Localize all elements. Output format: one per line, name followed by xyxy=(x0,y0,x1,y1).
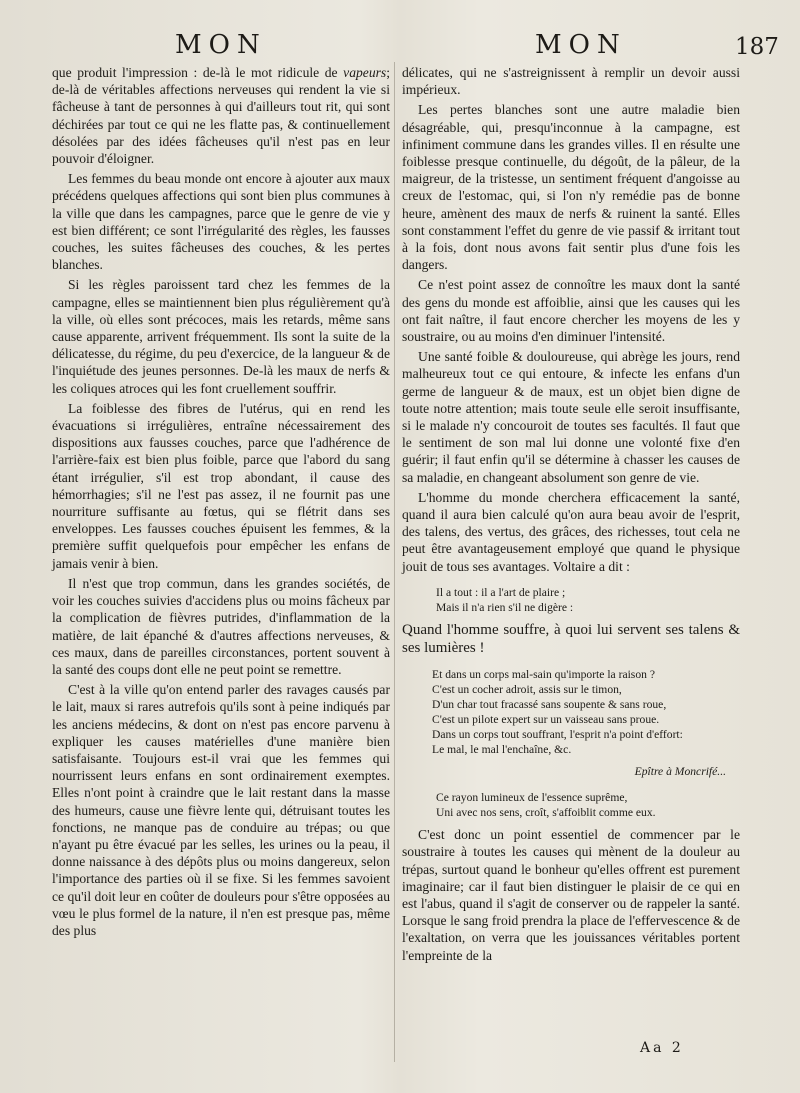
paragraph: délicates, qui ne s'astreignissent à remplir un devoir aussi impérieux. xyxy=(402,65,740,98)
running-header xyxy=(0,30,800,64)
column-divider xyxy=(394,62,395,1062)
verse-line: Dans un corps tout souffrant, l'esprit n'a point d'effort: xyxy=(432,727,683,741)
paragraph: L'homme du monde cherchera efficacement la santé, quand il aura bien calculé qu'on aura beau avoir de l'esprit, des talens, des vertus, des grâces, des richesses, tout cela ne peut être avantageusement employé que quand le physique jouit de tous ses avantages. Voltaire a dit : xyxy=(402,489,740,574)
verse-line: Mais il n'a rien s'il ne digère : xyxy=(436,600,574,614)
verse-quote-epistle xyxy=(432,667,740,757)
paragraph: Ce n'est point assez de connoître les maux dont la santé des gens du monde est affoiblie, ainsi que les causes qui les ont fait naître, il faut encore chercher les moyens de les y soustraire, ou au moins d'en diminuer l'intensité. xyxy=(402,277,740,345)
verse-line: C'est un pilote expert sur un vaisseau sans proue. xyxy=(432,712,660,726)
verse-quote-rayon xyxy=(436,790,740,820)
header-right-word: MON xyxy=(535,30,627,60)
paragraph: C'est donc un point essentiel de commencer par le soustraire à toutes les causes qui mènent de la douleur au trépas, surtout quand le bonheur qu'elles offrent est purement imaginaire; car il faut bien distinguer le plaisir de ce qui en est l'abus, quand il s'agit de conserver ou de rappeler la santé. Lorsque le sang froid prendra la place de l'effervescence & de l'exaltation, on verra que les jouissances véritables portent l'empreinte de la xyxy=(402,827,740,963)
verse-line: D'un char tout fracassé sans soupente & sans roue, xyxy=(432,697,667,711)
verse-quote-voltaire xyxy=(436,585,740,615)
verse-line: Et dans un corps mal-sain qu'importe la raison ? xyxy=(432,667,655,681)
paragraph: Les pertes blanches sont une autre maladie bien désagréable, qui, presqu'inconnue à la campagne, est infiniment commune dans les grandes villes. Il en résulte une foiblesse presque continuelle, du dégoût, de la pâleur, de la maigreur, de la tristesse, un sentiment fréquent d'angoisse au creux de l'estomac, qui, si l'on n'y remédie pas de bonne heure, amènent des maux de nerfs & ruinent la santé. Elles sont constamment l'effet du genre de vie passif & irritant tout à la fois, dont nous avons fait sentir plus d'une fois les dangers. xyxy=(402,102,740,273)
paragraph: Si les règles paroissent tard chez les femmes de la campagne, elles se maintiennent bien plus régulièrement qu'à la ville, où elles sont précoces, mais les retards, même sans cause apparente, arrivent fréquemment. Ils sont la suite de la délicatesse, du régime, du peu d'exercice, de la langueur & de l'inquiétude des jeunes personnes. De-là les maux de nerfs & les coliques atroces qui les font cruellement souffrir. xyxy=(52,277,390,396)
paragraph: Il n'est que trop commun, dans les grandes sociétés, de voir les couches suivies d'accidens plus ou moins fâcheux par la complication de fièvres putrides, d'inflammation de la matière, de lait épanché & d'autres affections nerveuses, & ces maux, dans de pareilles circonstances, portent souvent à la santé des coups dont elle ne peut point se remettre. xyxy=(52,575,390,677)
right-column xyxy=(402,64,740,967)
paragraph: Les femmes du beau monde ont encore à ajouter aux maux précédens quelques affections qui sont bien plus communes à la ville que dans les campagnes, parce que le genre de vie y est bien différent; ce sont l'irrégularité des règles, les fausses couches, les suites fâcheuses des couches, & les pertes blanches. xyxy=(52,171,390,273)
emphasis-vapeurs: vapeurs xyxy=(343,65,387,80)
verse-line: Le mal, le mal l'enchaîne, &c. xyxy=(432,742,572,756)
verse-line: Ce rayon lumineux de l'essence suprême, xyxy=(436,791,628,805)
paragraph: Une santé foible & douloureuse, qui abrège les jours, rend malheureux tout ce qui entoure, & infecte les enfans d'un germe de langueur & de maux, est un objet bien digne de toute notre attention; mais toute seule elle seroit insuffisante, si le malade n'y concouroit de toutes ses facultés. Il faut que le sentiment de son mal lui donne une volonté fixe d'en guérir; il faut enfin qu'il se détermine à chasser les causes de sa maladie, en changeant absolument son genre de vie. xyxy=(402,349,740,485)
paragraph: C'est à la ville qu'on entend parler des ravages causés par le lait, maux si rares autrefois qu'ils sont à peine indiqués par les anciens médecins, & dont on n'est pas encore parvenu à expliquer les causes matérielles d'une manière bien satisfaisante. Toujours est-il vrai que les femmes qui nourrissent leurs enfans en sont ordinairement exemptes. Elles n'ont point à craindre que le lait restant dans la masse des humeurs, cause une fièvre lente qui, détruisant toutes les fonctions, ne manque pas de conduire au trépas; ou que n'ayant pu être évacué par les selles, les urines ou la peau, il donne naissance à des dépôts plus ou moins dangereux, selon l'importance des parties où il se fixe. Si les femmes savoient ce qu'il doit leur en coûter de douleurs pour s'être opposées au vœu le plus formel de la nature, il n'en est presque pas, même des plus xyxy=(52,682,390,938)
header-left-word: MON xyxy=(175,30,267,60)
paragraph: que produit l'impression : de-là le mot ridicule de vapeurs; de-là de véritables affections nerveuses qui rendent la vie si fâcheuse à tant de personnes à qui d'ailleurs tout rit, qui sont déchirées par tout ce qui ne les flatte pas, & continuellement désolées par des idées fâcheuses qu'il n'est pas en leur pouvoir d'éloigner. xyxy=(52,65,390,167)
verse-line: Il a tout : il a l'art de plaire ; xyxy=(436,585,566,599)
verse-line: Uni avec nos sens, croît, s'affoiblit comme eux. xyxy=(436,806,656,820)
signature-mark: Aa 2 xyxy=(640,1040,684,1056)
page-number: 187 xyxy=(735,34,779,60)
left-column xyxy=(52,64,390,942)
verse-attribution: Epître à Moncrifé... xyxy=(634,764,726,778)
emphasized-sentence: Quand l'homme souffre, à quoi lui servent ses talens & ses lumières ! xyxy=(402,621,740,656)
verse-line: C'est un cocher adroit, assis sur le timon, xyxy=(432,682,622,696)
paragraph: La foiblesse des fibres de l'utérus, qui en rend les évacuations si irrégulières, entraîne nécessairement des dispositions aux fausses couches, parce que l'adhérence de l'arrière-faix est bien plus foible, parce que l'abord du sang étant irrégulier, s'il est trop abondant, il cause des hémorrhagies; s'il ne l'est pas assez, il ne fournit pas une nourriture suffisante au fœtus, qui se flétrit dans ses enveloppes. Les fausses couches épuisent les femmes, & la première suffit quelquefois pour empêcher les enfans de jamais venir à bien. xyxy=(52,400,390,571)
